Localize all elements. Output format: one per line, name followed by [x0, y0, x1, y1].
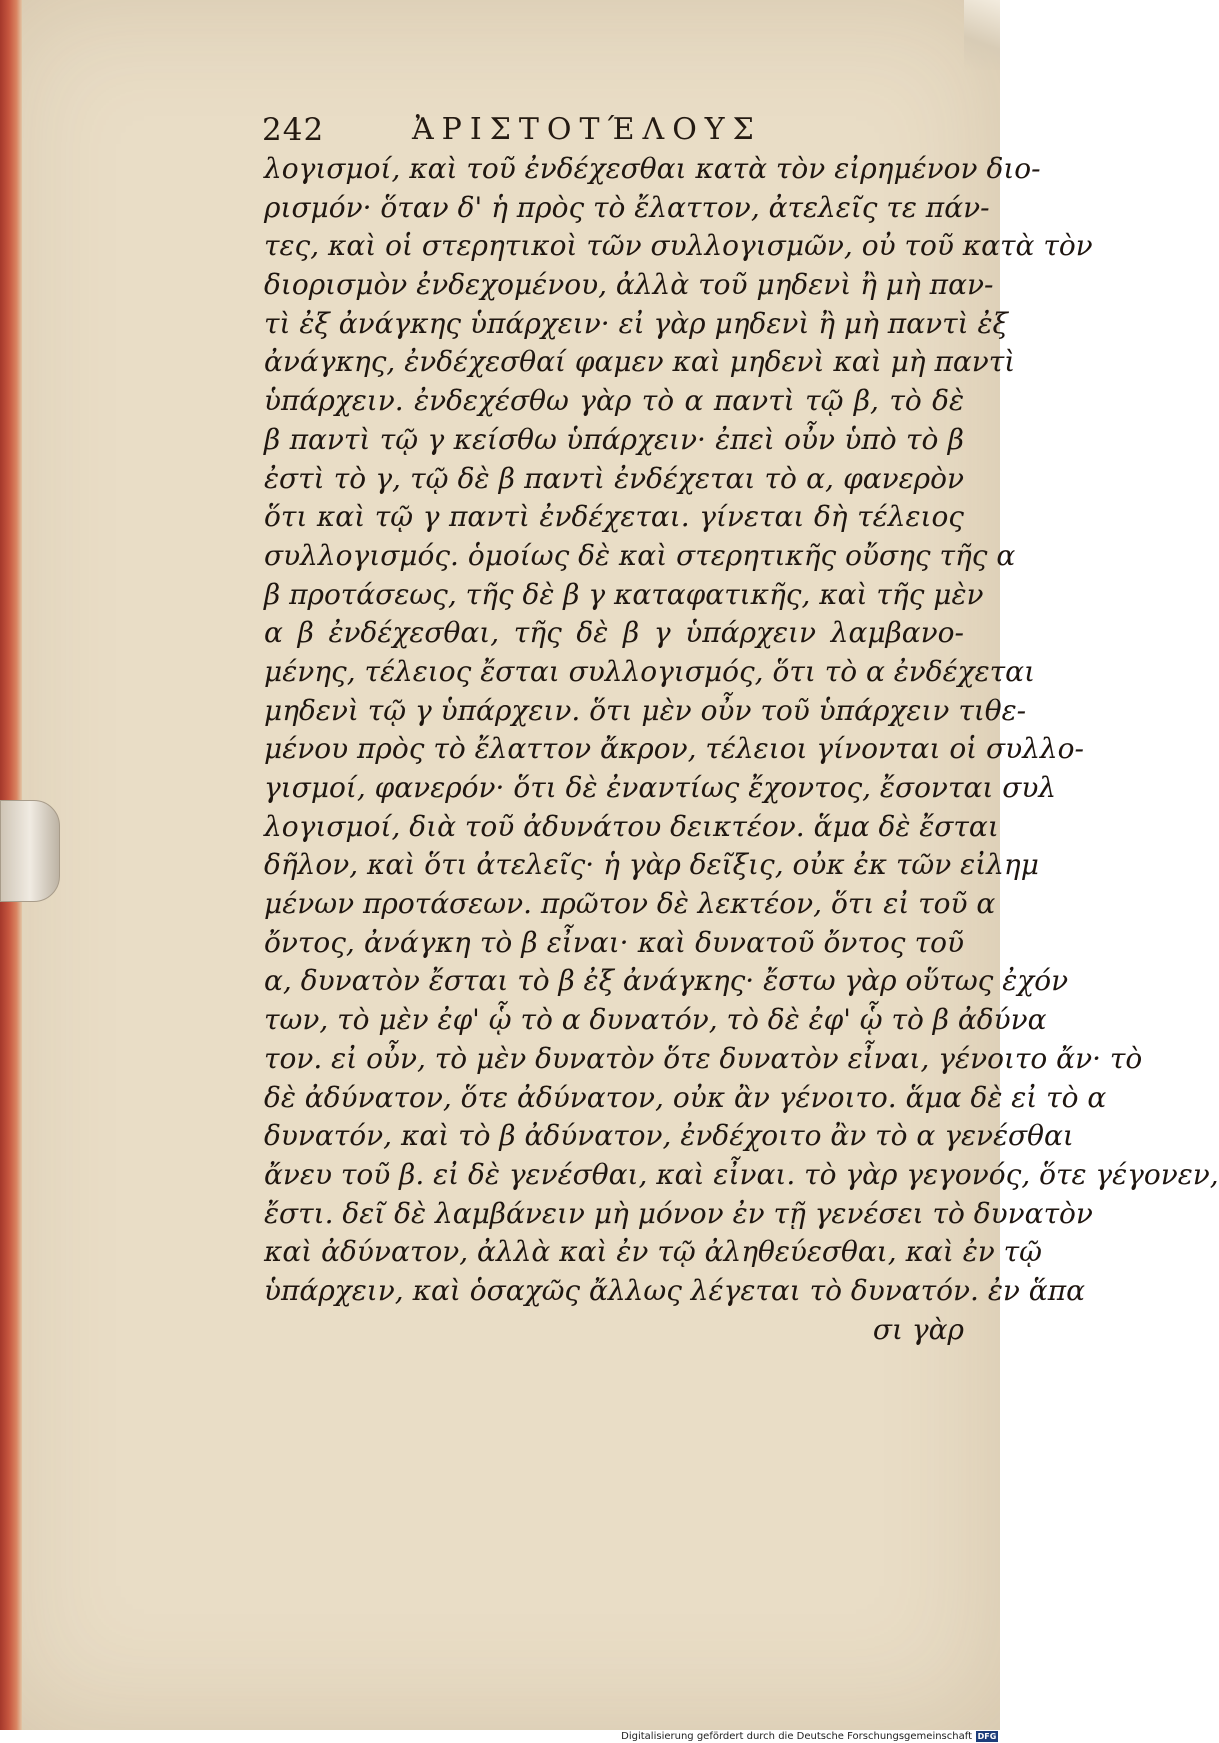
text-line: των, τὸ μὲν ἐφ' ᾧ τὸ α δυνατόν, τὸ δὲ ἐφ' ᾧ τὸ β ἀδύνα: [264, 1003, 1047, 1037]
text-line: ἔστι. δεῖ δὲ λαμβάνειν μὴ μόνον ἐν τῇ γενέσει τὸ δυνατὸν: [264, 1196, 1093, 1230]
catchword: σι γὰρ: [872, 1312, 964, 1346]
text-line: μένης, τέλειος ἔσται συλλογισμός, ὅτι τὸ α ἐνδέχεται: [264, 654, 1036, 688]
funding-credit: Digitalisierung gefördert durch die Deutsche Forschungsgemeinschaft: [621, 1731, 972, 1742]
text-line: λογισμοί, διὰ τοῦ ἀδυνάτου δεικτέον. ἅμα δὲ ἔσται: [264, 809, 999, 843]
text-line: β προτάσεως, τῆς δὲ β γ καταφατικῆς, καὶ τῆς μὲν: [264, 577, 984, 611]
text-line: ὑπάρχειν. ἐνδεχέσθω γὰρ τὸ α παντὶ τῷ β, τὸ δὲ: [264, 384, 964, 418]
text-line: λογισμοί, καὶ τοῦ ἐνδέχεσθαι κατὰ τὸν εἰρημένον διο-: [264, 152, 1041, 185]
text-line: ἄνευ τοῦ β. εἰ δὲ γενέσθαι, καὶ εἶναι. τὸ γὰρ γεγονός, ὅτε γέγονεν,: [264, 1157, 1219, 1191]
text-line: τὶ ἐξ ἀνάγκης ὑπάρχειν· εἰ γὰρ μηδενὶ ἢ μὴ παντὶ ἐξ: [264, 306, 1008, 340]
text-line: ἀνάγκης, ἐνδέχεσθαί φαμεν καὶ μηδενὶ καὶ μὴ παντὶ: [264, 345, 1016, 379]
text-line: διορισμὸν ἐνδεχομένου, ἀλλὰ τοῦ μηδενὶ ἢ μὴ παν-: [264, 268, 994, 302]
page-number: 242: [262, 112, 325, 148]
text-line: β παντὶ τῷ γ κείσθω ὑπάρχειν· ἐπεὶ οὖν ὑπὸ τὸ β: [264, 422, 964, 456]
text-line: τες, καὶ οἱ στερητικοὶ τῶν συλλογισμῶν, οὐ τοῦ κατὰ τὸν: [264, 229, 1093, 263]
body-text: [264, 150, 1219, 1349]
text-line: ὄντος, ἀνάγκη τὸ β εἶναι· καὶ δυνατοῦ ὄντος τοῦ: [264, 925, 964, 959]
text-line: ὅτι καὶ τῷ γ παντὶ ἐνδέχεται. γίνεται δὴ τέλειος: [264, 500, 964, 534]
text-line: τον. εἰ οὖν, τὸ μὲν δυνατὸν ὅτε δυνατὸν εἶναι, γένοιτο ἄν· τὸ: [264, 1041, 1143, 1075]
text-line: ὑπάρχειν, καὶ ὁσαχῶς ἄλλως λέγεται τὸ δυνατόν. ἐν ἅπα: [264, 1273, 1086, 1307]
page-clip: [0, 800, 60, 902]
text-line: δὲ ἀδύνατον, ὅτε ἀδύνατον, οὐκ ἂν γένοιτο. ἅμα δὲ εἰ τὸ α: [264, 1080, 1107, 1114]
text-line: μηδενὶ τῷ γ ὑπάρχειν. ὅτι μὲν οὖν τοῦ ὑπάρχειν τιθε-: [264, 693, 1027, 727]
text-line: α β ἐνδέχεσθαι, τῆς δὲ β γ ὑπάρχειν λαμβανο-: [264, 616, 964, 650]
digitization-footer: [0, 1730, 1000, 1743]
text-line: ἐστὶ τὸ γ, τῷ δὲ β παντὶ ἐνδέχεται τὸ α, φανερὸν: [264, 461, 964, 495]
text-line: γισμοί, φανερόν· ὅτι δὲ ἐναντίως ἔχοντος, ἔσονται συλ: [264, 771, 1057, 804]
text-line: συλλογισμός. ὁμοίως δὲ καὶ στερητικῆς οὔσης τῆς α: [264, 538, 1016, 572]
text-line: καὶ ἀδύνατον, ἀλλὰ καὶ ἐν τῷ ἀληθεύεσθαι, καὶ ἐν τῷ: [264, 1235, 1042, 1269]
running-title: ἈΡΙΣΤΟΤΈΛΟΥΣ: [412, 112, 762, 147]
text-line: δυνατόν, καὶ τὸ β ἀδύνατον, ἐνδέχοιτο ἂν τὸ α γενέσθαι: [264, 1119, 1074, 1153]
text-line: ρισμόν· ὅταν δ' ἡ πρὸς τὸ ἔλαττον, ἀτελεῖς τε πάν-: [264, 190, 990, 224]
text-line: α, δυνατὸν ἔσται τὸ β ἐξ ἀνάγκης· ἔστω γὰρ οὕτως ἐχόν: [264, 964, 1069, 998]
text-line: μένου πρὸς τὸ ἔλαττον ἄκρον, τέλειοι γίνονται οἱ συλλο-: [264, 732, 1084, 766]
text-line: μένων προτάσεων. πρῶτον δὲ λεκτέον, ὅτι εἰ τοῦ α: [264, 887, 996, 921]
folded-corner: [964, 0, 1000, 70]
dfg-logo: DFG: [977, 1732, 997, 1741]
text-line: δῆλον, καὶ ὅτι ἀτελεῖς· ἡ γὰρ δεῖξις, οὐκ ἐκ τῶν εἰλημ: [264, 848, 1039, 882]
